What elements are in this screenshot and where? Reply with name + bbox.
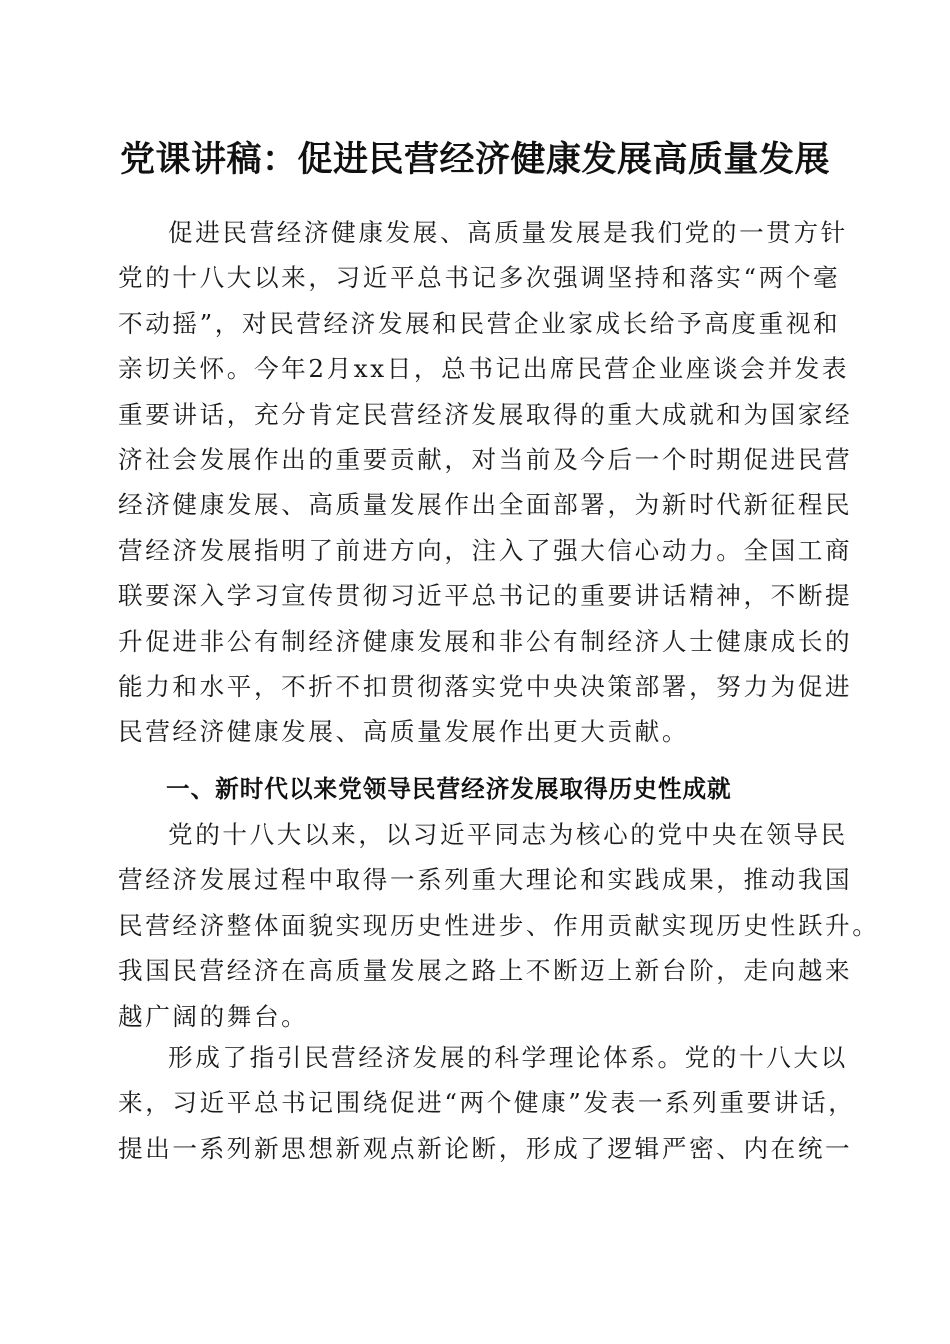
paragraph-line: 民营经济健康发展、高质量发展作出更大贡献。 [118, 717, 690, 747]
paragraph-line: 营经济发展过程中取得一系列重大理论和实践成果，推动我国 [118, 865, 853, 895]
paragraph-line: 我国民营经济在高质量发展之路上不断迈上新台阶，走向越来 [118, 956, 853, 986]
section-1-paragraph [118, 812, 880, 1039]
paragraph-line: 提出一系列新思想新观点新论断，形成了逻辑严密、内在统一 [118, 1133, 853, 1163]
paragraph-line: 来，习近平总书记围绕促进“两个健康”发表一系列重要讲话， [118, 1088, 856, 1118]
paragraph-line: 越广阔的舞台。 [118, 1001, 309, 1031]
paragraph-line: 经济健康发展、高质量发展作出全面部署，为新时代新征程民 [118, 490, 853, 520]
paragraph-line: 能力和水平，不折不扣贯彻落实党中央决策部署，努力为促进 [118, 672, 853, 702]
paragraph-line: 亲切关怀。今年2月xx日，总书记出席民营企业座谈会并发表 [118, 354, 850, 384]
paragraph-line: 党的十八大以来，以习近平同志为核心的党中央在领导民 [168, 820, 848, 849]
document-title: 党课讲稿：促进民营经济健康发展高质量发展 [119, 139, 830, 180]
paragraph-line: 不动摇”，对民营经济发展和民营企业家成长给予高度重视和 [118, 308, 841, 338]
intro-paragraph [118, 210, 853, 755]
section-1-paragraph-2 [118, 1035, 856, 1171]
paragraph-line: 营经济发展指明了前进方向，注入了强大信心动力。全国工商 [118, 535, 853, 565]
paragraph-line: 升促进非公有制经济健康发展和非公有制经济人士健康成长的 [118, 626, 853, 656]
section-heading: 一、新时代以来党领导民营经济发展取得历史性成就 [166, 775, 732, 803]
paragraph-line: 重要讲话，充分肯定民营经济发展取得的重大成就和为国家经 [118, 399, 853, 429]
paragraph-line: 济社会发展作出的重要贡献，对当前及今后一个时期促进民营 [118, 445, 853, 475]
paragraph-line: 党的十八大以来，习近平总书记多次强调坚持和落实“两个毫 [118, 263, 841, 293]
paragraph-line: 民营经济整体面貌实现历史性进步、作用贡献实现历史性跃升。 [118, 910, 880, 940]
paragraph-line: 联要深入学习宣传贯彻习近平总书记的重要讲话精神，不断提 [118, 581, 853, 611]
paragraph-line: 形成了指引民营经济发展的科学理论体系。党的十八大以 [168, 1043, 848, 1072]
paragraph-line: 促进民营经济健康发展、高质量发展是我们党的一贯方针 [168, 218, 848, 247]
